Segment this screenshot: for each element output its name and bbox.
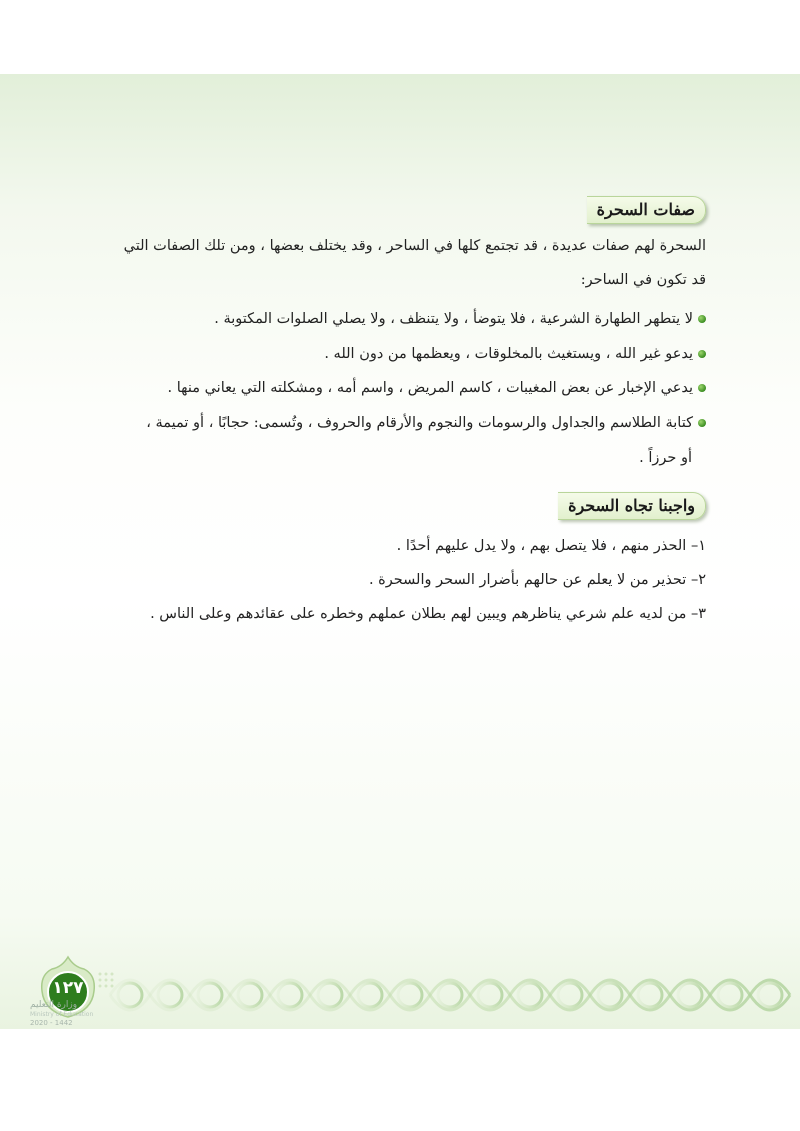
- duty-item-2: ٢– تحذير من لا يعلم عن حالهم بأضرار السحر والسحرة .: [368, 572, 706, 588]
- ministry-logo-arabic: وزارة التعليم: [30, 1000, 78, 1010]
- bullet-dot-icon: [698, 350, 706, 358]
- page-number: ١٢٧: [52, 978, 84, 998]
- ministry-year: 2020 - 1442: [30, 1019, 73, 1027]
- list-item: كتابة الطلاسم والجداول والرسومات والنجوم والأرقام والحروف ، وتُسمى: حجابًا ، أو تميمة ،: [146, 415, 706, 431]
- duty-item-1: ١– الحذر منهم ، فلا يتصل بهم ، ولا يدل عليهم أحدًا .: [396, 538, 706, 554]
- bullet-continuation: أو حرزاً .: [639, 450, 692, 466]
- section-heading-sorcerer-traits: صفات السحرة: [587, 196, 706, 224]
- bullet-dot-icon: [698, 384, 706, 392]
- duty-item-3: ٣– من لديه علم شرعي يناظرهم ويبين لهم بطلان عملهم وخطره على عقائدهم وعلى الناس .: [150, 606, 706, 622]
- bullet-dot-icon: [698, 315, 706, 323]
- ministry-logo-english: Ministry of Education: [30, 1011, 94, 1018]
- bullet-dot-icon: [698, 419, 706, 427]
- section-heading-our-duty: واجبنا تجاه السحرة: [558, 492, 706, 520]
- list-item: يدعو غير الله ، ويستغيث بالمخلوقات ، ويعظمها من دون الله .: [324, 346, 706, 362]
- list-item: لا يتطهر الطهارة الشرعية ، فلا يتوضأ ، ولا يتنظف ، ولا يصلي الصلوات المكتوبة .: [214, 311, 706, 327]
- ornament-band-icon: [0, 960, 800, 1030]
- intro-paragraph-line-1: السحرة لهم صفات عديدة ، قد تجتمع كلها في الساحر ، وقد يختلف بعضها ، ومن تلك الصفات التي: [123, 238, 706, 254]
- intro-paragraph-line-2: قد تكون في الساحر:: [580, 272, 706, 288]
- list-item: يدعي الإخبار عن بعض المغيبات ، كاسم المريض ، واسم أمه ، ومشكلته التي يعاني منها .: [168, 380, 707, 396]
